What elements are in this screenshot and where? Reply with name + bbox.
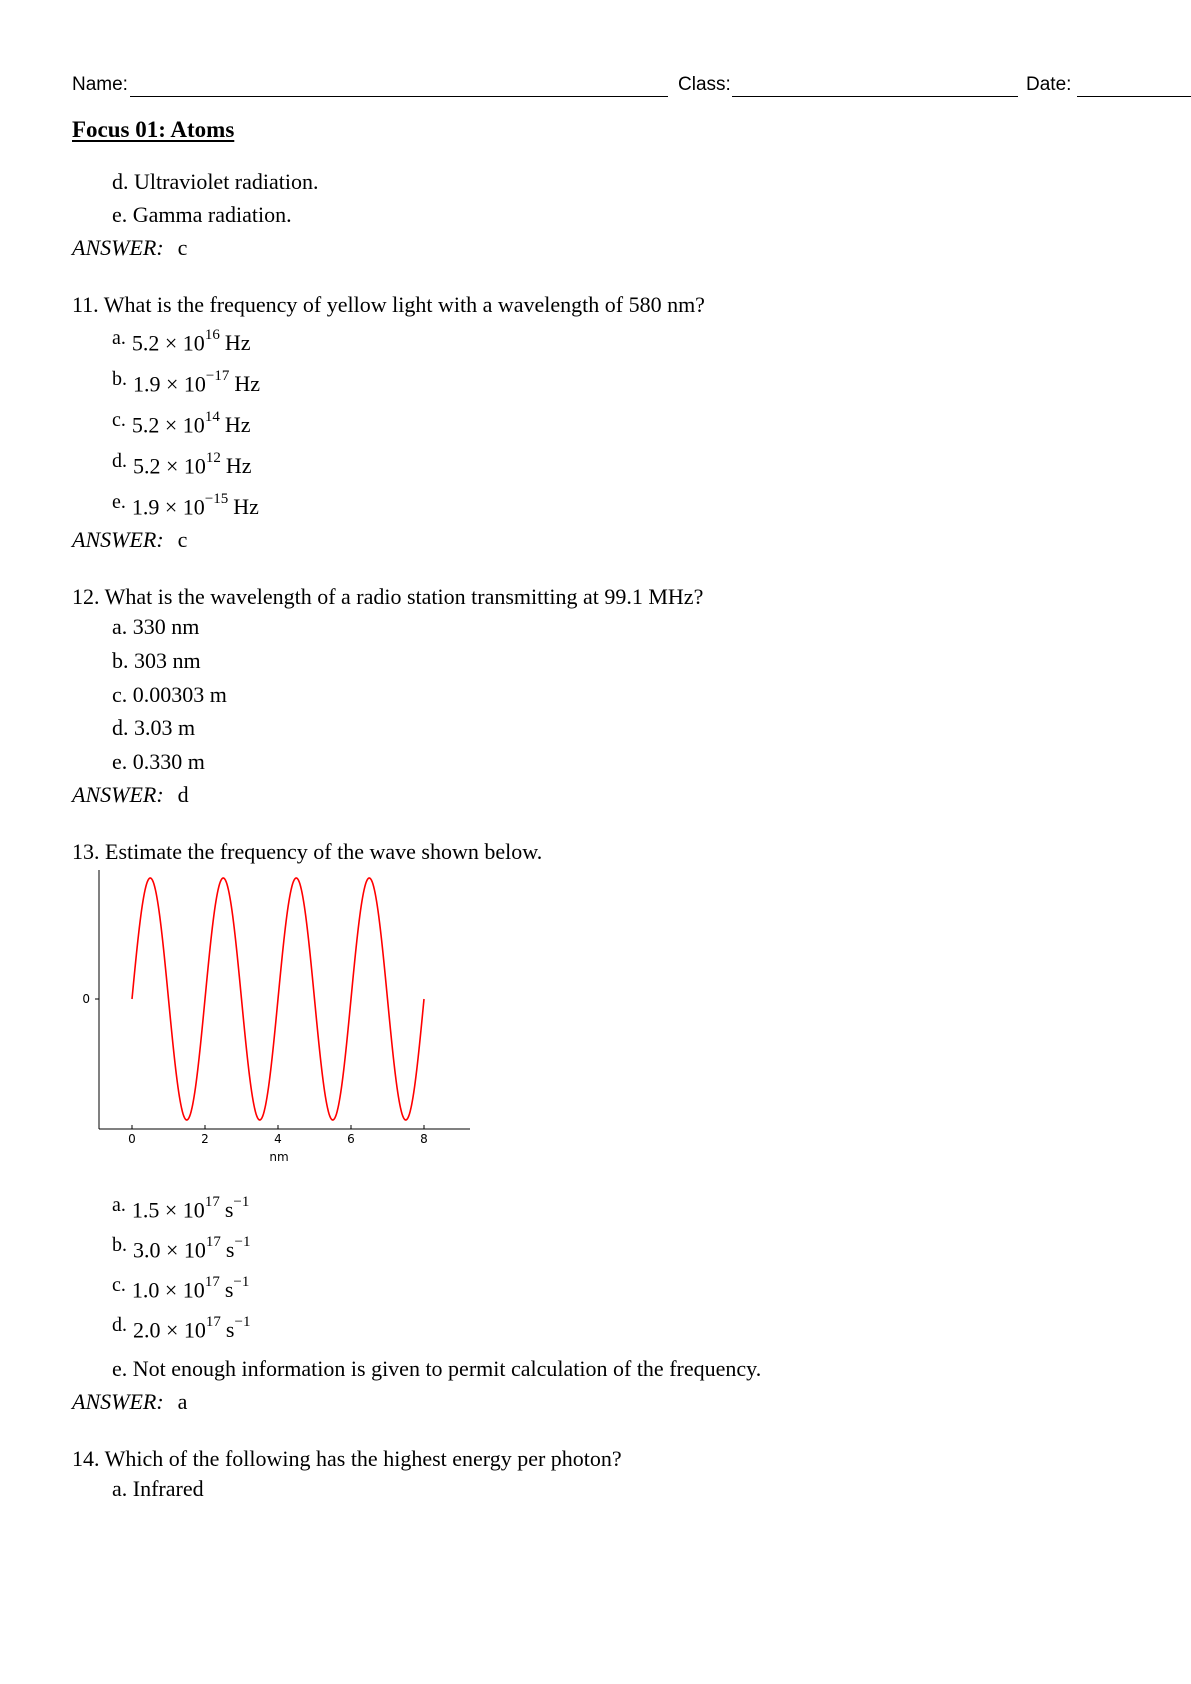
q12-option-e: e. 0.330 m bbox=[112, 749, 205, 774]
q14-question: 14. Which of the following has the highest energy per photon? bbox=[72, 1446, 622, 1471]
q11-option-c: c. $5.2 \times 10^{14}$ Hz bbox=[112, 409, 251, 438]
class-field-line[interactable] bbox=[732, 96, 1018, 97]
class-label: Class: bbox=[678, 74, 731, 95]
q10-option-e: e. Gamma radiation. bbox=[112, 202, 292, 227]
wave-series-line bbox=[132, 878, 424, 1120]
x-axis-label: nm bbox=[269, 1150, 289, 1164]
q12-option-a: a. 330 nm bbox=[112, 614, 200, 639]
q11-option-e: e. $1.9 \times 10^{-15}$ Hz bbox=[112, 491, 259, 520]
q11-option-d: d. $5.2 \times 10^{12}$ Hz bbox=[112, 450, 252, 479]
q12-option-d: d. 3.03 m bbox=[112, 715, 196, 740]
worksheet-header bbox=[72, 74, 1160, 100]
wave-chart bbox=[70, 860, 480, 1170]
q11-question: 11. What is the frequency of yellow light with a wavelength of 580 nm? bbox=[72, 292, 705, 317]
q13-question: 13. Estimate the frequency of the wave shown below. bbox=[72, 839, 543, 864]
x-tick-label-2: 2 bbox=[201, 1132, 209, 1146]
q10-answer: ANSWER: c bbox=[72, 235, 188, 260]
name-field-line[interactable] bbox=[130, 96, 668, 97]
q13-option-c: c. $1.0 \times 10^{17}$ $s^{-1}$ bbox=[112, 1274, 250, 1303]
x-tick-label-4: 4 bbox=[274, 1132, 282, 1146]
q13-answer: ANSWER: a bbox=[72, 1389, 188, 1414]
q12-option-b: b. 303 nm bbox=[112, 648, 201, 673]
x-tick-label-6: 6 bbox=[347, 1132, 355, 1146]
q10-option-d: d. Ultraviolet radiation. bbox=[112, 169, 319, 194]
q11-option-a: a. $5.2 \times 10^{16}$ Hz bbox=[112, 327, 251, 356]
x-ticks bbox=[128, 1125, 428, 1146]
q11-answer: ANSWER: c bbox=[72, 527, 188, 552]
q12-question: 12. What is the wavelength of a radio station transmitting at 99.1 MHz? bbox=[72, 584, 704, 609]
q11-option-b: b. $1.9 \times 10^{-17}$ Hz bbox=[112, 368, 261, 397]
q12-option-c: c. 0.00303 m bbox=[112, 682, 227, 707]
date-field-line[interactable] bbox=[1077, 96, 1191, 97]
x-tick-label-0: 0 bbox=[128, 1132, 136, 1146]
q13-option-d: d. $2.0 \times 10^{17}$ $s^{-1}$ bbox=[112, 1314, 251, 1343]
q13-option-a: a. $1.5 \times 10^{17}$ $s^{-1}$ bbox=[112, 1194, 250, 1223]
q13-option-e: e. Not enough information is given to permit calculation of the frequency. bbox=[112, 1356, 762, 1381]
q14-option-a: a. Infrared bbox=[112, 1476, 204, 1501]
q12-answer: ANSWER: d bbox=[72, 782, 189, 807]
name-label: Name: bbox=[72, 74, 128, 95]
x-tick-label-8: 8 bbox=[420, 1132, 428, 1146]
y-tick-label-0: 0 bbox=[82, 992, 90, 1006]
page-title: Focus 01: Atoms bbox=[72, 117, 235, 142]
date-label: Date: bbox=[1026, 74, 1072, 95]
q13-option-b: b. $3.0 \times 10^{17}$ $s^{-1}$ bbox=[112, 1234, 251, 1263]
